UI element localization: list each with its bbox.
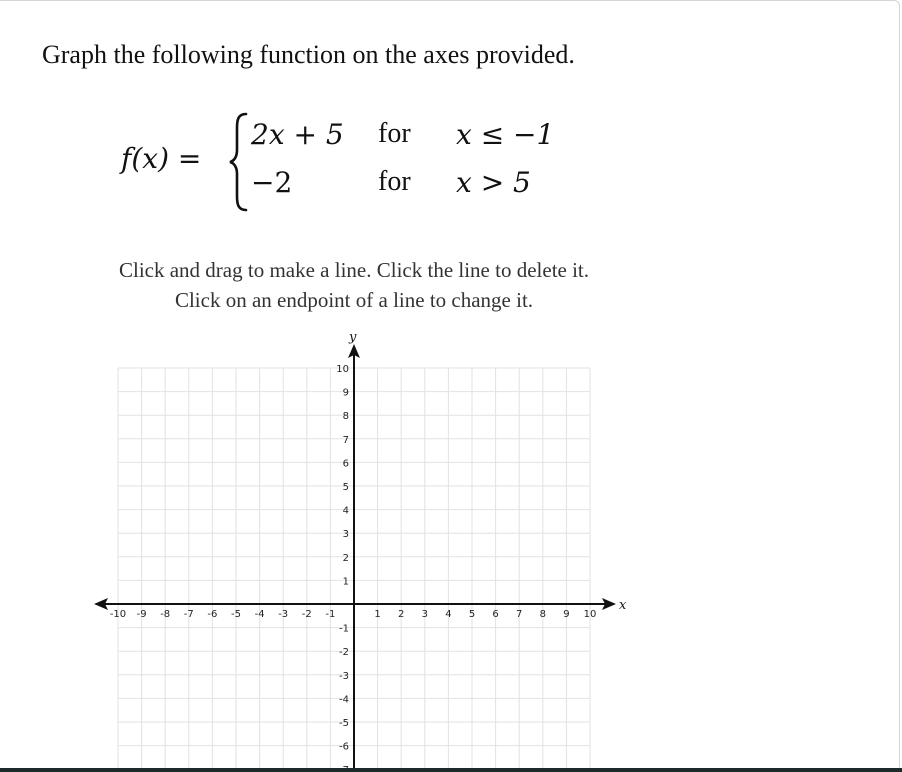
y-tick-label: -2 <box>339 647 349 659</box>
y-tick-label: 5 <box>342 482 349 493</box>
y-tick-label: 1 <box>342 576 349 588</box>
piece-2-condition: x > 5 <box>456 166 531 199</box>
x-tick-label: -7 <box>183 609 194 620</box>
y-tick-label: -1 <box>339 623 349 635</box>
y-tick-label: -4 <box>339 694 349 706</box>
x-tick-label: 7 <box>516 609 523 620</box>
piece-2-for: for <box>378 166 411 197</box>
y-tick-label: 7 <box>342 434 349 446</box>
x-tick-label: 8 <box>539 609 546 620</box>
y-tick-label: -3 <box>339 670 349 682</box>
x-tick-label: 2 <box>398 609 405 620</box>
x-tick-label: 5 <box>468 609 476 620</box>
y-tick-label: -5 <box>339 718 349 729</box>
y-tick-label: 9 <box>342 387 349 399</box>
piece-1-expression: 2x + 5 <box>251 118 344 151</box>
y-tick-label: 4 <box>342 505 349 517</box>
x-tick-label: -3 <box>278 609 289 620</box>
instruction-line-1: Click and drag to make a line. Click the line to delete it. <box>118 258 590 282</box>
y-tick-label: 10 <box>336 364 349 375</box>
y-tick-label: -6 <box>339 741 349 753</box>
x-tick-label: -10 <box>109 609 127 620</box>
piece-1-condition: x ≤ −1 <box>456 118 555 151</box>
instruction-line-2: Click on an endpoint of a line to change it. <box>174 288 534 312</box>
x-axis-label: x <box>619 598 627 613</box>
y-tick-label: 2 <box>342 552 349 564</box>
x-tick-label: -4 <box>254 609 265 620</box>
bottom-bar <box>0 768 902 772</box>
y-tick-label: 3 <box>342 529 349 541</box>
x-tick-label: -9 <box>136 609 147 620</box>
x-tick-label: -8 <box>160 609 171 620</box>
x-tick-label: 4 <box>445 609 452 620</box>
x-tick-label: -1 <box>325 609 336 620</box>
x-tick-label: 3 <box>421 609 428 620</box>
x-tick-label: -5 <box>231 609 241 620</box>
question-prompt: Graph the following function on the axes provided. <box>42 40 575 69</box>
piece-2-expression: −2 <box>251 166 293 199</box>
y-axis-label: y <box>349 330 357 345</box>
x-tick-label: -6 <box>207 609 218 620</box>
y-tick-label: 8 <box>342 411 349 423</box>
x-tick-label: -2 <box>301 609 312 620</box>
x-tick-label: 10 <box>583 609 597 620</box>
y-tick-label: 6 <box>342 458 349 470</box>
function-lhs: f(x) = <box>121 142 202 175</box>
x-tick-label: 9 <box>563 609 570 620</box>
x-tick-label: 6 <box>492 609 499 620</box>
x-tick-label: 1 <box>374 609 381 620</box>
piece-1-for: for <box>378 118 411 149</box>
